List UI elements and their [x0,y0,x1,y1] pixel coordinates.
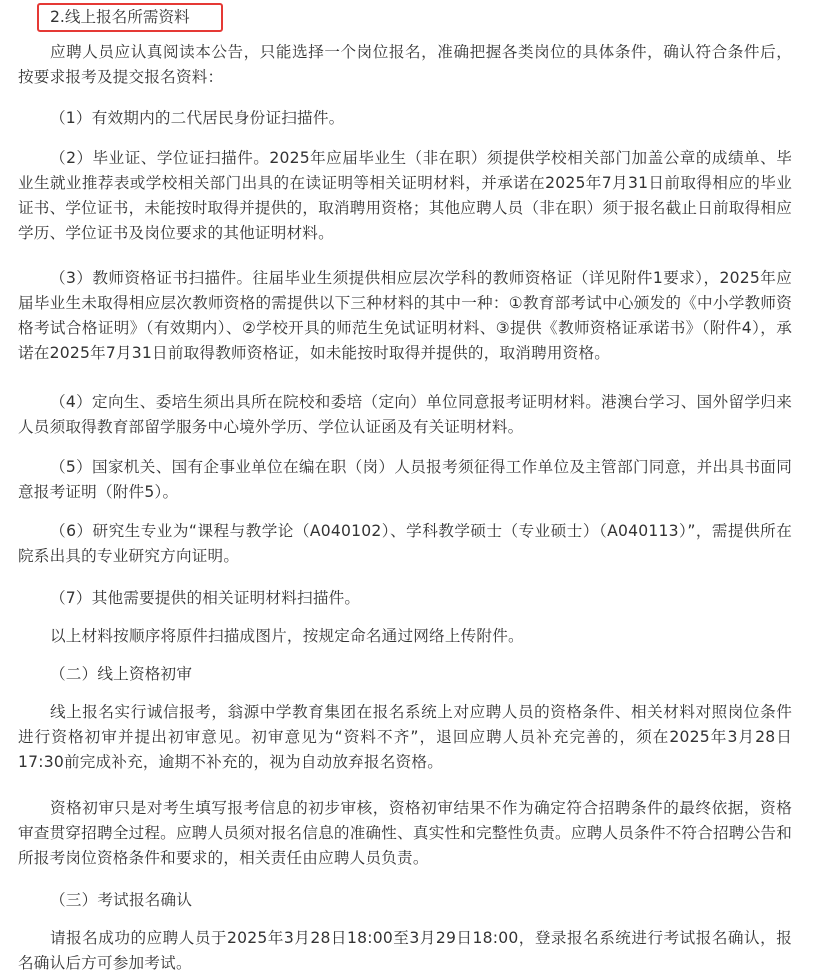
paragraph-upload-note: 以上材料按顺序将原件扫描成图片，按规定命名通过网络上传附件。 [50,627,524,645]
subheading-exam-confirm: （三）考试报名确认 [50,891,193,909]
paragraph-item-5: （5）国家机关、国有企事业单位在编在职（岗）人员报考须征得工作单位及主管部门同意，并出具书面同意报考证明（附件5）。 [18,458,792,501]
paragraph-item-7: （7）其他需要提供的相关证明材料扫描件。 [50,589,361,607]
paragraph-exam-confirm: 请报名成功的应聘人员于2025年3月28日18:00至3月29日18:00，登录报名系统进行考试报名确认，报名确认后方可参加考试。 [18,929,792,972]
paragraph-item-4: （4）定向生、委培生须出具所在院校和委培（定向）单位同意报考证明材料。港澳台学习、国外留学归来人员须取得教育部留学服务中心境外学历、学位认证函及有关证明材料。 [18,393,792,436]
paragraph-review-note: 资格初审只是对考生填写报考信息的初步审核，资格初审结果不作为确定符合招聘条件的最终依据，资格审查贯穿招聘全过程。应聘人员须对报名信息的准确性、真实性和完整性负责。应聘人员条件不符合招聘公告和所报考岗位资格条件和要求的，相关责任由应聘人员负责。 [18,799,792,867]
section-heading: 2.线上报名所需资料 [37,3,223,32]
subheading-online-review: （二）线上资格初审 [50,665,193,683]
paragraph-item-1: （1）有效期内的二代居民身份证扫描件。 [50,109,345,127]
paragraph-intro: 应聘人员应认真阅读本公告，只能选择一个岗位报名，准确把握各类岗位的具体条件，确认符合条件后，按要求报考及提交报名资料： [18,43,792,86]
paragraph-online-review: 线上报名实行诚信报考，翁源中学教育集团在报名系统上对应聘人员的资格条件、相关材料对照岗位条件进行资格初审并提出初审意见。初审意见为“资料不齐”，退回应聘人员补充完善的，须在2025年3月28日17:30前完成补充，逾期不补充的，视为自动放弃报名资格。 [18,703,792,771]
paragraph-item-2: （2）毕业证、学位证扫描件。2025年应届毕业生（非在职）须提供学校相关部门加盖公章的成绩单、毕业生就业推荐表或学校相关部门出具的在读证明等相关证明材料，并承诺在2025年7月31日前取得相应的毕业证书、学位证书，未能按时取得并提供的，取消聘用资格；其他应聘人员（非在职）须于报名截止日前取得相应学历、学位证书及岗位要求的其他证明材料。 [18,149,792,242]
paragraph-item-3: （3）教师资格证书扫描件。往届毕业生须提供相应层次学科的教师资格证（详见附件1要求），2025年应届毕业生未取得相应层次教师资格的需提供以下三种材料的其中一种：①教育部考试中心颁发的《中小学教师资格考试合格证明》（有效期内）、②学校开具的师范生免试证明材料、③提供《教师资格证承诺书》（附件4），承诺在2025年7月31日前取得教师资格证，如未能按时取得并提供的，取消聘用资格。 [18,269,792,362]
paragraph-item-6: （6）研究生专业为“课程与教学论（A040102）、学科教学硕士（专业硕士）（A040113）”，需提供所在院系出具的专业研究方向证明。 [18,522,792,565]
